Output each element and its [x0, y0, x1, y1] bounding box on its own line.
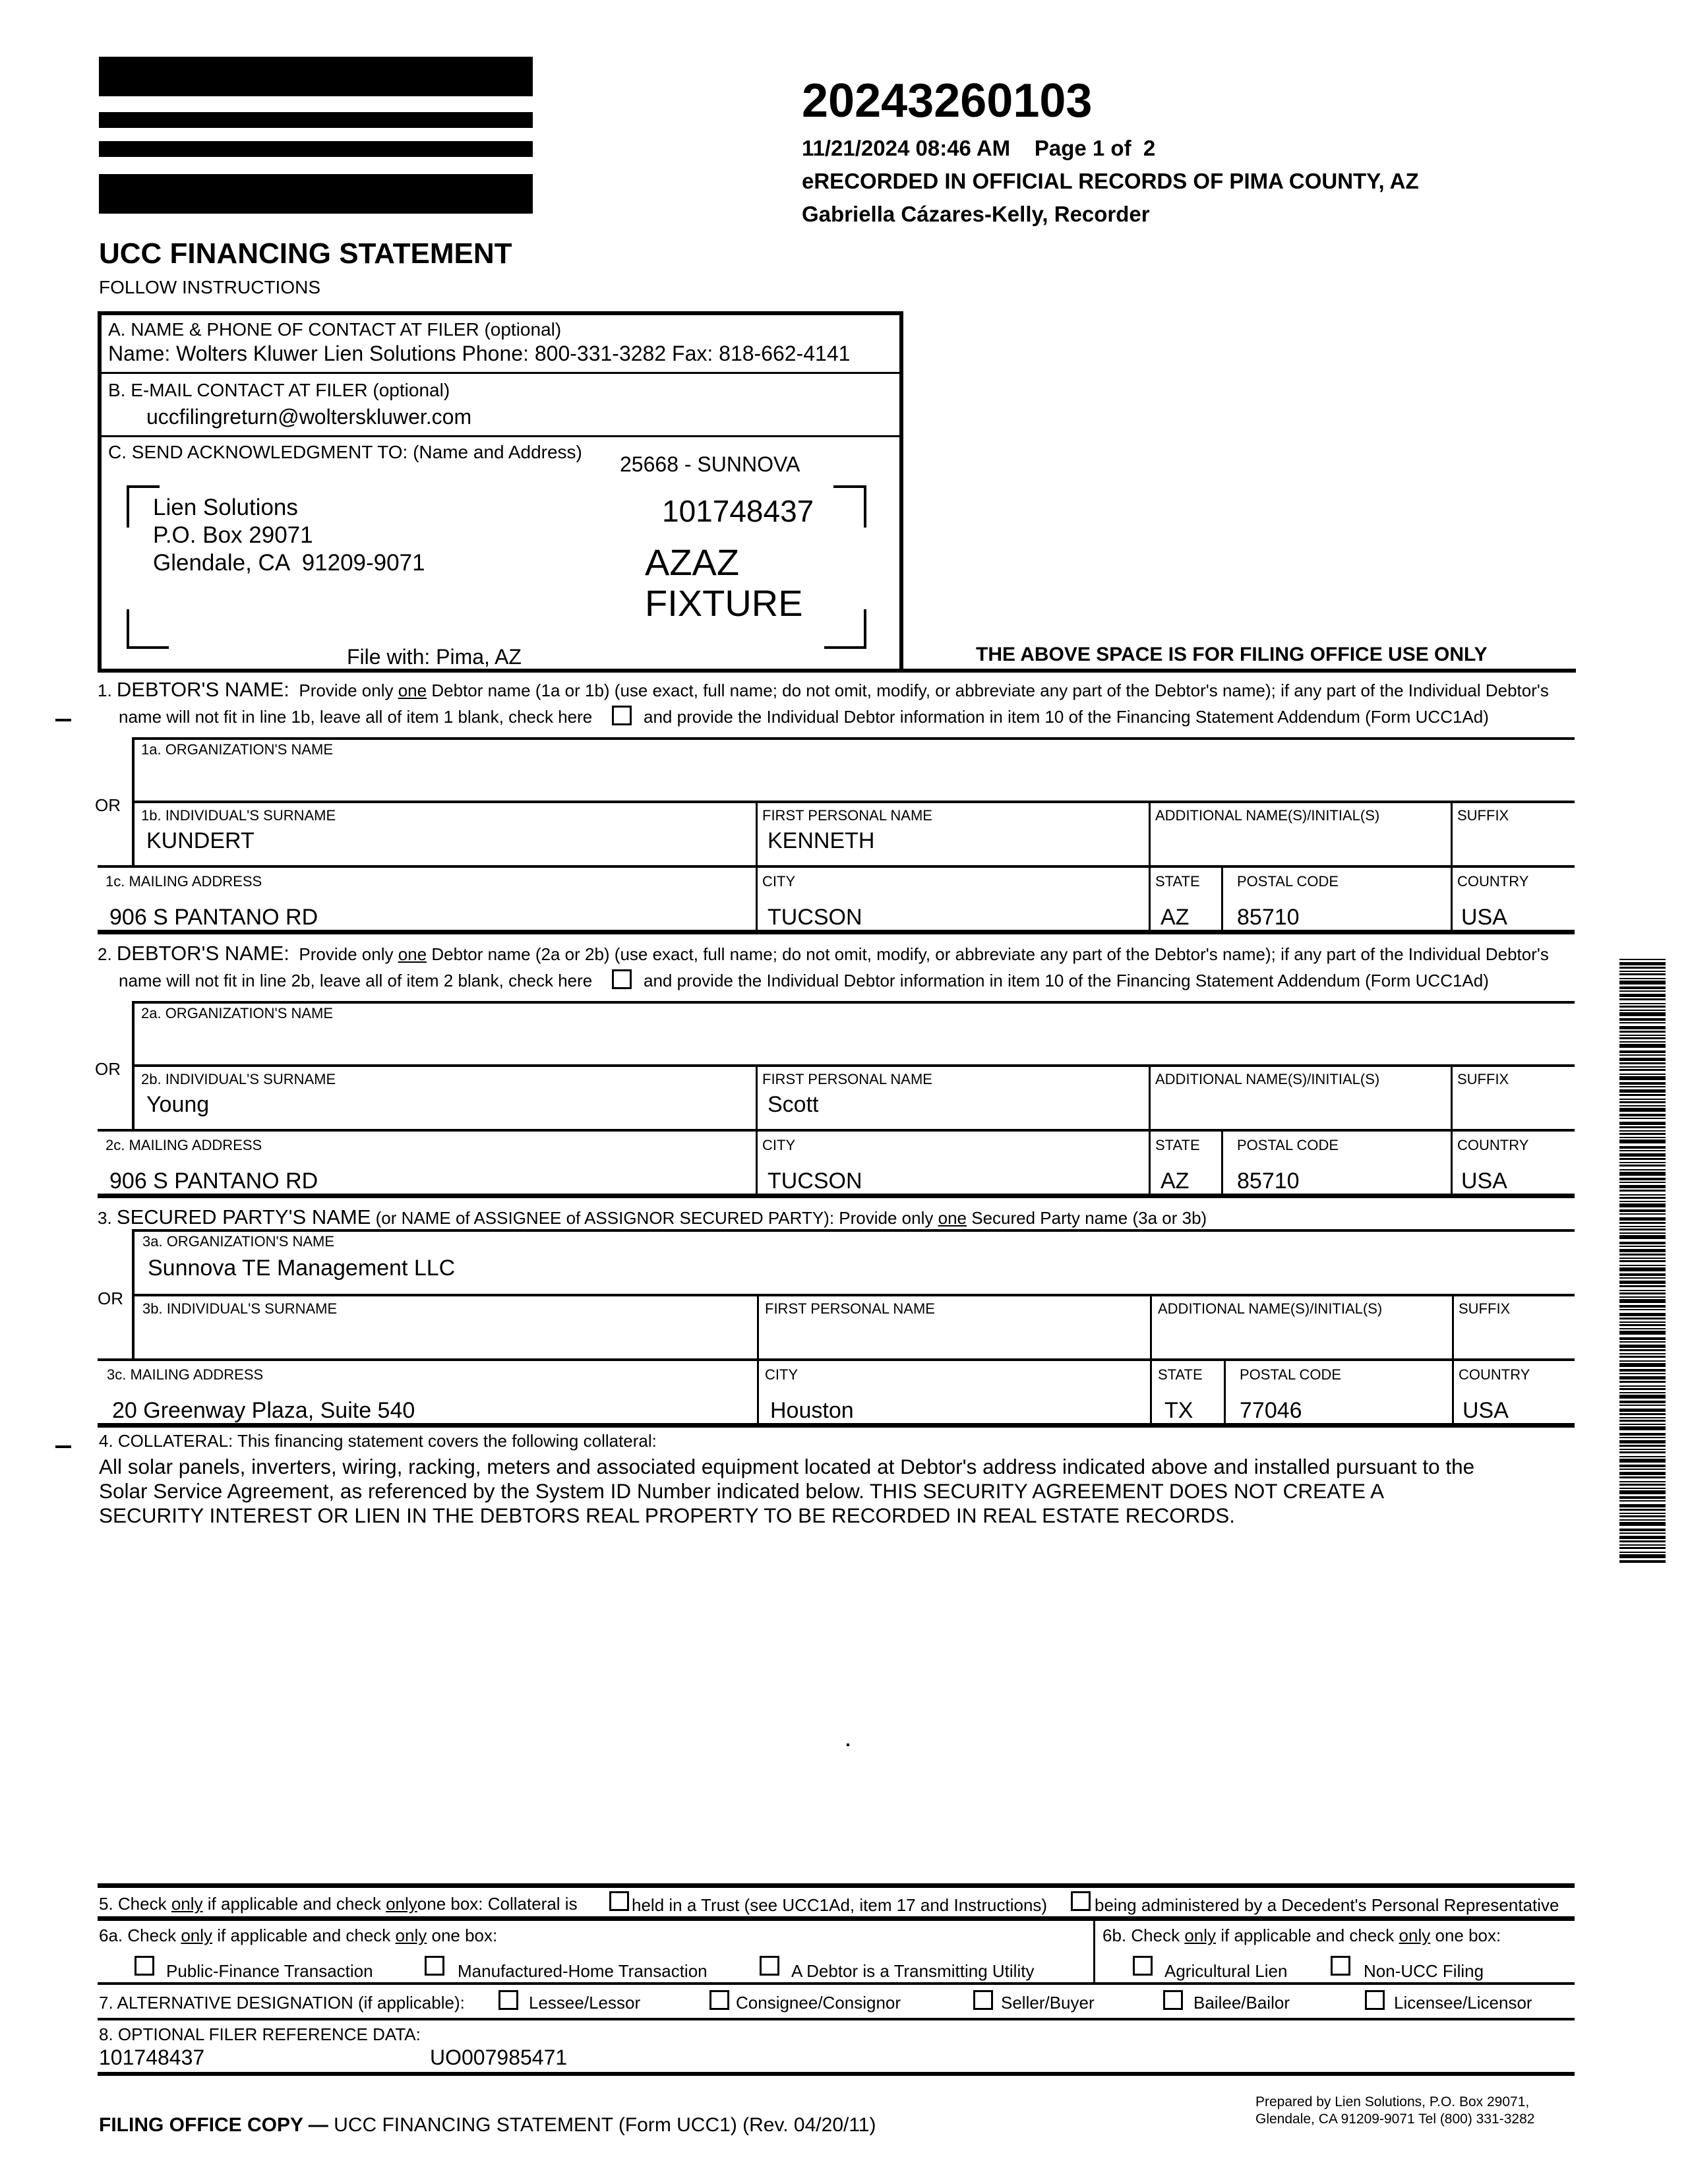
debtor2-mail-label: 2c. MAILING ADDRESS: [106, 1137, 262, 1153]
barcode-bar: [1619, 1385, 1666, 1387]
debtor1-postal-label: POSTAL CODE: [1237, 873, 1339, 890]
debtor2-or: OR: [95, 1059, 121, 1079]
secured-state: TX: [1164, 1398, 1193, 1423]
barcode-bar: [1619, 1500, 1666, 1502]
barcode-bar: [1619, 1469, 1666, 1470]
barcode-bar: [1619, 1099, 1666, 1100]
barcode-bar: [1619, 1258, 1666, 1259]
recorded-office: eRECORDED IN OFFICIAL RECORDS OF PIMA COUNTY, AZ: [802, 169, 1419, 193]
ack-ref-code2: FIXTURE: [645, 582, 803, 624]
recorder-name: Gabriella Cázares-Kelly, Recorder: [802, 202, 1150, 226]
barcode-bar: [1619, 1153, 1666, 1157]
barcode-bar: [1619, 1324, 1666, 1326]
filer-c-label: C. SEND ACKNOWLEDGMENT TO: (Name and Address): [108, 442, 582, 462]
barcode-bar: [1619, 1424, 1666, 1425]
item6b-non-ucc-checkbox[interactable]: [1331, 1956, 1350, 1976]
barcode-bar: [1619, 1509, 1666, 1511]
address-bracket-br: [824, 609, 866, 649]
barcode-bar: [1619, 1465, 1666, 1467]
item7-label: 7. ALTERNATIVE DESIGNATION (if applicable):: [99, 1993, 465, 2013]
barcode-bar: [1619, 1277, 1666, 1279]
barcode-bar: [1619, 1488, 1666, 1489]
filer-b-label: B. E-MAIL CONTACT AT FILER (optional): [108, 380, 450, 400]
barcode-bar: [1619, 978, 1666, 979]
barcode-bar: [1619, 986, 1666, 989]
barcode-bar: [1619, 1536, 1666, 1539]
barcode-bar: [1619, 1162, 1666, 1163]
barcode-bar: [1619, 1459, 1666, 1463]
secured-postal-label: POSTAL CODE: [1240, 1366, 1342, 1383]
address-bracket-tr: [833, 485, 866, 528]
filer-c-ref: 25668 - SUNNOVA: [620, 452, 800, 476]
barcode-bar: [1619, 1409, 1666, 1412]
barcode-bar: [1619, 1504, 1666, 1507]
barcode-bar: [1619, 1146, 1666, 1149]
barcode-bar: [1619, 1472, 1666, 1475]
debtor1-surname: KUNDERT: [146, 828, 255, 853]
barcode-bar: [1619, 1305, 1666, 1308]
debtor1-suffix-label: SUFFIX: [1457, 807, 1509, 824]
barcode-bar: [1619, 1190, 1666, 1192]
barcode-bar: [1619, 1496, 1666, 1499]
barcode-bar: [1619, 1089, 1666, 1093]
barcode-bar: [1619, 1242, 1666, 1244]
header-bar-3: [99, 141, 533, 157]
barcode-bar: [1619, 1074, 1666, 1075]
item7-opt3-label: Seller/Buyer: [1001, 1993, 1095, 2013]
barcode-bar: [1619, 1456, 1666, 1457]
debtor1-mail: 906 S PANTANO RD: [109, 905, 318, 930]
barcode-bar: [1619, 1440, 1666, 1443]
barcode-bar: [1619, 998, 1666, 1000]
barcode-bar: [1619, 1041, 1666, 1043]
barcode-bar: [1619, 971, 1666, 972]
header-bar-1: [99, 57, 533, 96]
barcode-bar: [1619, 1345, 1666, 1348]
barcode-bar: [1619, 1522, 1666, 1526]
debtor1-heading: 1. DEBTOR'S NAME: Provide only one Debtor name (1a or 1b) (use exact, full name; do not omit, modify, or abbreviate any part of the Debtor's name); if any part of the Individual Debtor's: [98, 678, 1549, 701]
barcode-bar: [1619, 1082, 1666, 1085]
barcode-bar: [1619, 1267, 1666, 1271]
barcode-bar: [1619, 1519, 1666, 1521]
barcode-bar: [1619, 1532, 1666, 1534]
barcode-bar: [1619, 1139, 1666, 1143]
barcode: [1619, 959, 1666, 1567]
header-bar-2: [99, 112, 533, 128]
item6a-opt2-label: Manufactured-Home Transaction: [458, 1961, 708, 1981]
filer-b-value: uccfilingreturn@wolterskluwer.com: [146, 405, 472, 429]
barcode-bar: [1619, 1552, 1666, 1553]
secured-state-label: STATE: [1158, 1366, 1203, 1383]
debtor2-addl-label: ADDITIONAL NAME(S)/INITIAL(S): [1155, 1071, 1380, 1087]
barcode-bar: [1619, 1185, 1666, 1188]
secured-country: USA: [1462, 1398, 1509, 1423]
barcode-bar: [1619, 1369, 1666, 1372]
barcode-bar: [1619, 1010, 1666, 1011]
ack-address-line2: P.O. Box 29071: [153, 522, 313, 548]
footer-copy: FILING OFFICE COPY — UCC FINANCING STATEMENT (Form UCC1) (Rev. 04/20/11): [99, 2114, 876, 2136]
barcode-bar: [1619, 1249, 1666, 1252]
barcode-bar: [1619, 1232, 1666, 1234]
debtor1-mail-label: 1c. MAILING ADDRESS: [106, 873, 262, 890]
debtor1-instr-line2b: and provide the Individual Debtor information in item 10 of the Financing Statement Addendum (Form UCC1Ad): [644, 707, 1489, 727]
debtor2-suffix-label: SUFFIX: [1457, 1071, 1509, 1087]
debtor1-surname-label: 1b. INDIVIDUAL'S SURNAME: [141, 807, 336, 824]
barcode-bar: [1619, 1353, 1666, 1354]
ack-address-line1: Lien Solutions: [153, 495, 298, 520]
secured-suffix-label: SUFFIX: [1459, 1300, 1511, 1317]
secured-mail-label: 3c. MAILING ADDRESS: [107, 1366, 264, 1383]
barcode-bar: [1619, 1321, 1666, 1323]
item6a-transmitting-utility-checkbox[interactable]: [760, 1956, 779, 1976]
barcode-bar: [1619, 1281, 1666, 1284]
barcode-bar: [1619, 959, 1666, 960]
barcode-bar: [1619, 1529, 1666, 1531]
secured-city-label: CITY: [765, 1366, 799, 1383]
barcode-bar: [1619, 1540, 1666, 1542]
debtor2-instr-line2b: and provide the Individual Debtor information in item 10 of the Financing Statement Addendum (Form UCC1Ad): [644, 971, 1489, 990]
barcode-bar: [1619, 1490, 1666, 1494]
item8-ref2: UO007985471: [430, 2046, 568, 2069]
barcode-bar: [1619, 1031, 1666, 1033]
barcode-bar: [1619, 1054, 1666, 1056]
file-with: File with: Pima, AZ: [347, 645, 522, 669]
barcode-bar: [1619, 1108, 1666, 1112]
barcode-bar: [1619, 1165, 1666, 1167]
filing-office-note: THE ABOVE SPACE IS FOR FILING OFFICE USE ONLY: [976, 644, 1488, 665]
debtor2-heading: 2. DEBTOR'S NAME: Provide only one Debtor name (2a or 2b) (use exact, full name; do not omit, modify, or abbreviate any part of the Debtor's name); if any part of the Individual Debtor's: [98, 942, 1549, 965]
item6a-opt3-label: A Debtor is a Transmitting Utility: [791, 1961, 1035, 1981]
debtor2-state: AZ: [1160, 1168, 1190, 1194]
barcode-bar: [1619, 1290, 1666, 1291]
debtor2-country-label: COUNTRY: [1457, 1137, 1529, 1153]
barcode-bar: [1619, 1260, 1666, 1262]
barcode-bar: [1619, 981, 1666, 985]
barcode-bar: [1619, 1094, 1666, 1096]
debtor1-first: KENNETH: [768, 828, 875, 853]
barcode-bar: [1619, 1292, 1666, 1294]
barcode-bar: [1619, 1363, 1666, 1367]
debtor2-first-label: FIRST PERSONAL NAME: [762, 1071, 932, 1087]
item6a-public-finance-checkbox[interactable]: [135, 1956, 154, 1976]
barcode-bar: [1619, 1178, 1666, 1180]
barcode-bar: [1619, 1360, 1666, 1362]
barcode-bar: [1619, 1213, 1666, 1215]
barcode-bar: [1619, 1217, 1666, 1221]
secured-or: OR: [98, 1289, 123, 1308]
item6a-opt1-label: Public-Finance Transaction: [166, 1961, 373, 1981]
barcode-bar: [1619, 1197, 1666, 1199]
barcode-bar: [1619, 1484, 1666, 1486]
follow-instructions: FOLLOW INSTRUCTIONS: [99, 277, 321, 297]
barcode-bar: [1619, 1420, 1666, 1422]
debtor1-country: USA: [1461, 905, 1507, 930]
debtor2-city: TUCSON: [768, 1168, 862, 1194]
header-bar-4: [99, 174, 533, 214]
debtor1-or: OR: [95, 795, 121, 815]
collateral-line1: All solar panels, inverters, wiring, racking, meters and associated equipment located at Debtor's address indicated above and installed pursuant to the: [99, 1455, 1475, 1478]
footer-prepared-2: Glendale, CA 91209-9071 Tel (800) 331-3282: [1255, 2111, 1535, 2127]
item5-opt1-label: held in a Trust (see UCC1Ad, item 17 and Instructions): [632, 1895, 1048, 1915]
ack-address-line3: Glendale, CA 91209-9071: [153, 550, 425, 576]
barcode-bar: [1619, 1118, 1666, 1119]
barcode-bar: [1619, 990, 1666, 992]
debtor1-state-label: STATE: [1155, 873, 1200, 890]
barcode-bar: [1619, 1006, 1666, 1008]
item7-licensee-checkbox[interactable]: [1365, 1990, 1385, 2010]
barcode-bar: [1619, 1158, 1666, 1160]
barcode-bar: [1619, 1381, 1666, 1383]
barcode-bar: [1619, 1044, 1666, 1048]
barcode-bar: [1619, 1392, 1666, 1393]
secured-first-label: FIRST PERSONAL NAME: [765, 1300, 935, 1317]
debtor2-state-label: STATE: [1155, 1137, 1200, 1153]
barcode-bar: [1619, 1203, 1666, 1207]
barcode-bar: [1619, 1513, 1666, 1514]
debtor2-org-label: 2a. ORGANIZATION'S NAME: [141, 1005, 334, 1021]
barcode-bar: [1619, 1451, 1666, 1453]
secured-heading: 3. SECURED PARTY'S NAME (or NAME of ASSIGNEE of ASSIGNOR SECURED PARTY): Provide only one Secured Party name (3a or 3b): [98, 1205, 1207, 1228]
barcode-bar: [1619, 1405, 1666, 1406]
barcode-bar: [1619, 1299, 1666, 1303]
barcode-bar: [1619, 1062, 1666, 1064]
barcode-bar: [1619, 1035, 1666, 1036]
barcode-bar: [1619, 1476, 1666, 1478]
barcode-bar: [1619, 1037, 1666, 1039]
recorded-datetime: 11/21/2024 08:46 AM Page 1 of 2: [802, 136, 1156, 160]
barcode-bar: [1619, 1296, 1666, 1298]
barcode-bar: [1619, 1137, 1666, 1138]
ack-ref-number: 101748437: [662, 494, 814, 528]
form-title: UCC FINANCING STATEMENT: [99, 237, 512, 270]
debtor1-country-label: COUNTRY: [1457, 873, 1529, 890]
barcode-bar: [1619, 1194, 1666, 1196]
barcode-bar: [1619, 1222, 1666, 1224]
barcode-bar: [1619, 1341, 1666, 1343]
barcode-bar: [1619, 1356, 1666, 1358]
item5-decedent-checkbox[interactable]: [1071, 1891, 1091, 1911]
barcode-bar: [1619, 1337, 1666, 1340]
barcode-bar: [1619, 1201, 1666, 1202]
margin-tick-1: [55, 719, 71, 721]
item6b-opt2-label: Non-UCC Filing: [1364, 1961, 1484, 1981]
barcode-bar: [1619, 1150, 1666, 1151]
barcode-bar: [1619, 973, 1666, 975]
barcode-bar: [1619, 1069, 1666, 1071]
barcode-bar: [1619, 1169, 1666, 1170]
item6b-agricultural-lien-checkbox[interactable]: [1133, 1956, 1153, 1976]
barcode-bar: [1619, 1285, 1666, 1287]
secured-postal: 77046: [1240, 1398, 1302, 1423]
barcode-bar: [1619, 1058, 1666, 1061]
barcode-bar: [1619, 1309, 1666, 1310]
barcode-bar: [1619, 1318, 1666, 1320]
item6a-manufactured-home-checkbox[interactable]: [425, 1956, 444, 1976]
collateral-line2: Solar Service Agreement, as referenced by the System ID Number indicated below. THIS SECURITY AGREEMENT DOES NOT CREATE A: [99, 1479, 1385, 1503]
ack-ref-code1: AZAZ: [645, 541, 740, 583]
margin-tick-2: [55, 1445, 71, 1448]
debtor2-surname-label: 2b. INDIVIDUAL'S SURNAME: [141, 1071, 336, 1087]
barcode-bar: [1619, 962, 1666, 965]
item7-consignee-checkbox[interactable]: [709, 1990, 729, 2010]
barcode-bar: [1619, 1018, 1666, 1021]
barcode-bar: [1619, 1122, 1666, 1125]
item6a-text: 6a. Check only if applicable and check only one box:: [99, 1926, 498, 1945]
barcode-bar: [1619, 1209, 1666, 1212]
barcode-bar: [1619, 1401, 1666, 1403]
secured-country-label: COUNTRY: [1459, 1366, 1530, 1383]
barcode-bar: [1619, 1114, 1666, 1116]
barcode-bar: [1619, 1426, 1666, 1430]
secured-mail: 20 Greenway Plaza, Suite 540: [112, 1398, 415, 1423]
barcode-bar: [1619, 1254, 1666, 1256]
barcode-bar: [1619, 1026, 1666, 1029]
barcode-bar: [1619, 1515, 1666, 1517]
debtor2-insufficient-checkbox[interactable]: [612, 969, 632, 989]
debtor1-city: TUCSON: [768, 905, 862, 930]
barcode-bar: [1619, 1022, 1666, 1023]
barcode-bar: [1619, 1105, 1666, 1107]
footer-prepared-1: Prepared by Lien Solutions, P.O. Box 29071,: [1255, 2094, 1530, 2109]
barcode-bar: [1619, 1226, 1666, 1227]
item7-opt1-label: Lessee/Lessor: [529, 1993, 641, 2013]
barcode-bar: [1619, 967, 1666, 969]
item8-label: 8. OPTIONAL FILER REFERENCE DATA:: [99, 2024, 421, 2044]
barcode-bar: [1619, 1133, 1666, 1135]
debtor1-postal: 85710: [1237, 905, 1300, 930]
item5-opt2-label: being administered by a Decedent's Personal Representative: [1095, 1895, 1559, 1915]
barcode-bar: [1619, 1560, 1666, 1563]
debtor1-city-label: CITY: [762, 873, 796, 890]
barcode-bar: [1619, 1481, 1666, 1482]
debtor1-insufficient-checkbox[interactable]: [612, 706, 632, 725]
item5-text: 5. Check only if applicable and check onlyone box: Collateral is: [99, 1894, 578, 1914]
item7-lessee-checkbox[interactable]: [498, 1990, 518, 2010]
item7-seller-checkbox[interactable]: [973, 1990, 993, 2010]
debtor2-first: Scott: [768, 1092, 819, 1117]
barcode-bar: [1619, 1130, 1666, 1132]
debtor1-first-label: FIRST PERSONAL NAME: [762, 807, 932, 824]
debtor1-state: AZ: [1160, 905, 1190, 930]
barcode-bar: [1619, 1050, 1666, 1053]
barcode-bar: [1619, 1449, 1666, 1450]
barcode-bar: [1619, 1388, 1666, 1390]
address-bracket-bl: [127, 609, 169, 649]
barcode-bar: [1619, 1376, 1666, 1380]
barcode-bar: [1619, 1066, 1666, 1068]
barcode-bar: [1619, 1182, 1666, 1183]
item7-opt4-label: Bailee/Bailor: [1193, 1993, 1290, 2013]
filer-a-value: Name: Wolters Kluwer Lien Solutions Phone: 800-331-3282 Fax: 818-662-4141: [108, 342, 851, 365]
barcode-bar: [1619, 1331, 1666, 1335]
barcode-bar: [1619, 1012, 1666, 1016]
barcode-bar: [1619, 1076, 1666, 1080]
barcode-bar: [1619, 1172, 1666, 1176]
debtor1-instr-line2a: name will not fit in line 1b, leave all of item 1 blank, check here: [119, 707, 593, 727]
barcode-bar: [1619, 1126, 1666, 1128]
barcode-bar: [1619, 1349, 1666, 1351]
debtor2-country: USA: [1461, 1168, 1507, 1194]
collateral-line3: SECURITY INTEREST OR LIEN IN THE DEBTORS REAL PROPERTY TO BE RECORDED IN REAL ESTATE RECORDS.: [99, 1503, 1235, 1527]
barcode-bar: [1619, 1433, 1666, 1436]
barcode-bar: [1619, 1445, 1666, 1447]
barcode-bar: [1619, 1437, 1666, 1438]
barcode-bar: [1619, 1273, 1666, 1276]
filer-a-label: A. NAME & PHONE OF CONTACT AT FILER (optional): [108, 319, 562, 340]
debtor2-mail: 906 S PANTANO RD: [109, 1168, 318, 1194]
barcode-bar: [1619, 1228, 1666, 1230]
barcode-bar: [1619, 1554, 1666, 1558]
barcode-bar: [1619, 1003, 1666, 1004]
barcode-bar: [1619, 1547, 1666, 1549]
debtor2-surname: Young: [146, 1092, 210, 1117]
stray-dot: [847, 1744, 849, 1746]
item7-opt5-label: Licensee/Licensor: [1394, 1993, 1532, 2013]
item6b-opt1-label: Agricultural Lien: [1164, 1961, 1288, 1981]
secured-org: Sunnova TE Management LLC: [148, 1256, 456, 1281]
item7-opt2-label: Consignee/Consignor: [736, 1993, 901, 2013]
barcode-bar: [1619, 1373, 1666, 1374]
barcode-bar: [1619, 1086, 1666, 1087]
barcode-bar: [1619, 1544, 1666, 1546]
barcode-bar: [1619, 1413, 1666, 1415]
barcode-bar: [1619, 994, 1666, 997]
item5-trust-checkbox[interactable]: [609, 1891, 629, 1911]
barcode-bar: [1619, 1265, 1666, 1266]
debtor2-postal: 85710: [1237, 1168, 1300, 1194]
barcode-bar: [1619, 1101, 1666, 1103]
barcode-bar: [1619, 1246, 1666, 1247]
document-number: 20243260103: [802, 75, 1093, 127]
debtor2-instr-line2a: name will not fit in line 2b, leave all of item 2 blank, check here: [119, 971, 593, 990]
secured-surname-label: 3b. INDIVIDUAL'S SURNAME: [142, 1300, 338, 1317]
debtor2-postal-label: POSTAL CODE: [1237, 1137, 1339, 1153]
debtor1-addl-label: ADDITIONAL NAME(S)/INITIAL(S): [1155, 807, 1380, 824]
secured-org-label: 3a. ORGANIZATION'S NAME: [142, 1233, 335, 1250]
item8-ref1: 101748437: [99, 2046, 205, 2069]
barcode-bar: [1619, 1395, 1666, 1399]
barcode-bar: [1619, 1235, 1666, 1239]
secured-city: Houston: [770, 1398, 854, 1423]
item6b-text: 6b. Check only if applicable and check only one box:: [1102, 1926, 1501, 1945]
debtor1-org-label: 1a. ORGANIZATION'S NAME: [141, 741, 334, 758]
barcode-bar: [1619, 1417, 1666, 1418]
barcode-bar: [1619, 1328, 1666, 1329]
item7-bailee-checkbox[interactable]: [1163, 1990, 1183, 2010]
collateral-label: 4. COLLATERAL: This financing statement covers the following collateral:: [99, 1431, 657, 1451]
debtor2-city-label: CITY: [762, 1137, 796, 1153]
barcode-bar: [1619, 1313, 1666, 1316]
secured-addl-label: ADDITIONAL NAME(S)/INITIAL(S): [1158, 1300, 1383, 1317]
